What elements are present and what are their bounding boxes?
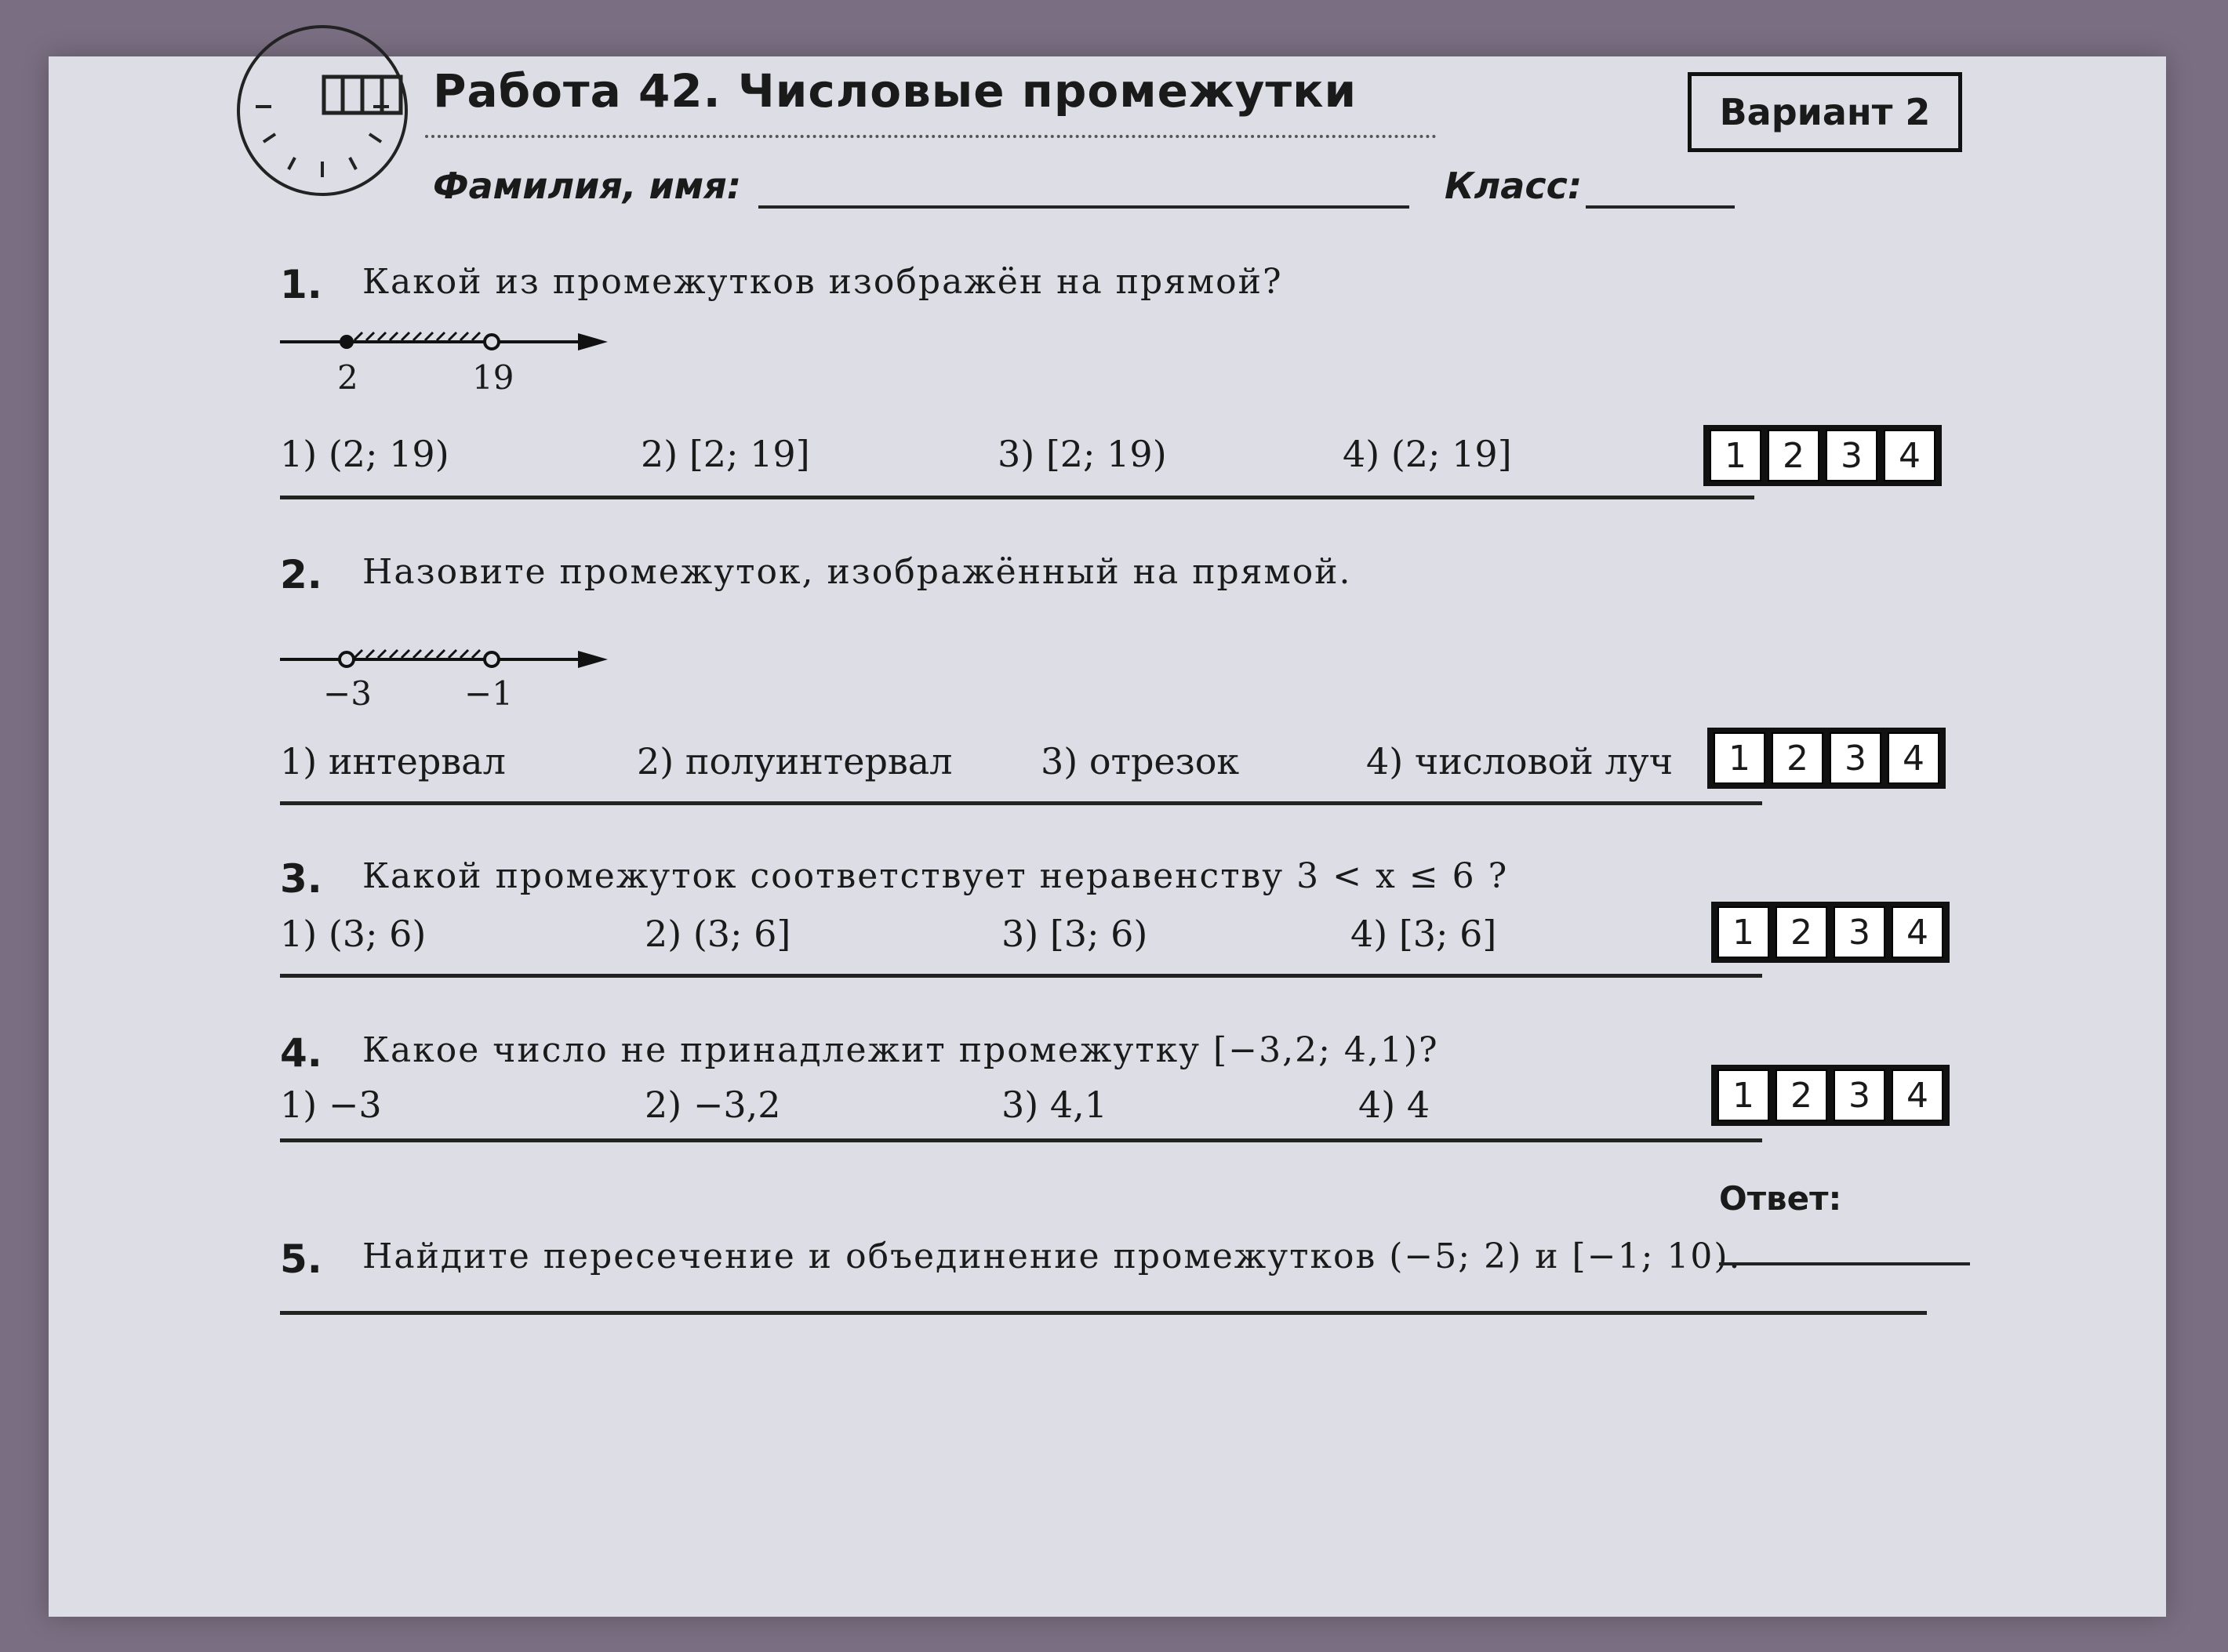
question-text: Какой промежуток соответствует неравенству 3 < x ≤ 6 ? bbox=[362, 856, 1509, 896]
answer-cell[interactable]: 2 bbox=[1772, 732, 1823, 784]
number-line-label: 19 bbox=[472, 358, 514, 397]
option-1[interactable]: 1) −3 bbox=[280, 1084, 382, 1126]
option-2[interactable]: 2) [2; 19] bbox=[641, 433, 810, 475]
option-3[interactable]: 3) [2; 19) bbox=[998, 433, 1167, 475]
number-line-label: −1 bbox=[464, 674, 513, 713]
number-line bbox=[280, 323, 609, 362]
question-text: Назовите промежуток, изображённый на прямой. bbox=[362, 552, 1352, 592]
option-1[interactable]: 1) (2; 19) bbox=[280, 433, 449, 475]
number-line-label: 2 bbox=[337, 358, 358, 397]
divider bbox=[280, 974, 1762, 978]
question-number: 1. bbox=[280, 262, 322, 307]
option-3[interactable]: 3) отрезок bbox=[1041, 740, 1240, 782]
divider bbox=[280, 496, 1754, 499]
answer-cell[interactable]: 4 bbox=[1892, 1069, 1943, 1121]
option-2[interactable]: 2) −3,2 bbox=[645, 1084, 781, 1126]
option-1[interactable]: 1) интервал bbox=[280, 740, 506, 782]
option-1[interactable]: 1) (3; 6) bbox=[280, 913, 427, 955]
question-number: 3. bbox=[280, 856, 322, 902]
answer-cell[interactable]: 4 bbox=[1888, 732, 1939, 784]
option-2[interactable]: 2) (3; 6] bbox=[645, 913, 791, 955]
class-label: Класс: bbox=[1445, 165, 1583, 207]
number-line-label: −3 bbox=[323, 674, 372, 713]
answer-cell[interactable]: 2 bbox=[1775, 906, 1827, 958]
answer-grid bbox=[1711, 902, 1950, 963]
name-label: Фамилия, имя: bbox=[433, 165, 742, 207]
divider bbox=[280, 801, 1762, 805]
answer-cell[interactable]: 1 bbox=[1714, 732, 1765, 784]
divider bbox=[280, 1138, 1762, 1142]
option-4[interactable]: 4) числовой луч bbox=[1366, 740, 1674, 782]
variant-box: Вариант 2 bbox=[1688, 72, 1962, 152]
option-4[interactable]: 4) (2; 19] bbox=[1343, 433, 1512, 475]
question-text: Какой из промежутков изображён на прямой? bbox=[362, 262, 1283, 302]
book-icon bbox=[319, 71, 405, 118]
answer-cell[interactable]: 1 bbox=[1710, 430, 1761, 481]
answer-cell[interactable]: 3 bbox=[1830, 732, 1881, 784]
option-2[interactable]: 2) полуинтервал bbox=[637, 740, 953, 782]
class-field[interactable] bbox=[1586, 205, 1735, 209]
answer-label: Ответ: bbox=[1719, 1179, 1842, 1218]
answer-cell[interactable]: 3 bbox=[1834, 906, 1885, 958]
answer-cell[interactable]: 3 bbox=[1834, 1069, 1885, 1121]
answer-grid bbox=[1711, 1065, 1950, 1126]
question-number: 5. bbox=[280, 1236, 322, 1282]
divider bbox=[280, 1311, 1927, 1315]
worksheet bbox=[49, 56, 2166, 1617]
title-divider bbox=[425, 135, 1437, 138]
option-3[interactable]: 3) [3; 6) bbox=[1001, 913, 1148, 955]
answer-field[interactable] bbox=[1719, 1262, 1970, 1265]
answer-cell[interactable]: 4 bbox=[1884, 430, 1935, 481]
page-title: Работа 42. Числовые промежутки bbox=[433, 64, 1358, 118]
answer-cell[interactable]: 1 bbox=[1717, 1069, 1769, 1121]
answer-cell[interactable]: 2 bbox=[1775, 1069, 1827, 1121]
answer-cell[interactable]: 2 bbox=[1768, 430, 1819, 481]
answer-cell[interactable]: 1 bbox=[1717, 906, 1769, 958]
name-field[interactable] bbox=[758, 205, 1409, 209]
question-number: 4. bbox=[280, 1030, 322, 1076]
option-4[interactable]: 4) 4 bbox=[1358, 1084, 1430, 1126]
question-text: Найдите пересечение и объединение промежутков (−5; 2) и [−1; 10). bbox=[362, 1236, 1742, 1276]
answer-grid bbox=[1707, 728, 1946, 789]
answer-cell[interactable]: 4 bbox=[1892, 906, 1943, 958]
option-3[interactable]: 3) 4,1 bbox=[1001, 1084, 1107, 1126]
question-text: Какое число не принадлежит промежутку [−3,2; 4,1)? bbox=[362, 1030, 1439, 1070]
option-4[interactable]: 4) [3; 6] bbox=[1350, 913, 1497, 955]
question-number: 2. bbox=[280, 552, 322, 597]
answer-cell[interactable]: 3 bbox=[1826, 430, 1877, 481]
answer-grid bbox=[1703, 425, 1942, 486]
